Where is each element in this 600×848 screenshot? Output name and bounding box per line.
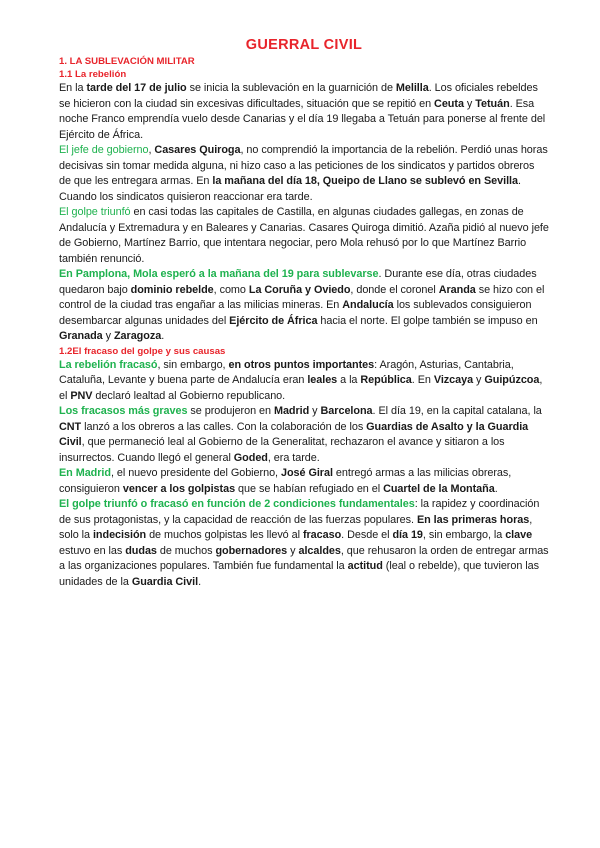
body-text: estuvo en las [59,544,126,557]
emphasis-text: Guardias de Asalto y la Guardia Civil [59,420,529,448]
document-title: GUERRAL CIVIL [245,37,363,53]
emphasis-text: Vizcaya [433,374,474,386]
emphasis-text: Melilla [395,82,429,94]
emphasis-text: Ceuta [434,97,464,110]
paragraph [59,143,549,205]
emphasis-text: día 19 [392,529,423,541]
emphasis-text: Casares Quiroga [154,144,241,156]
section-heading: 1. LA SUBLEVACIÓN MILITAR [59,56,195,67]
emphasis-text: Andalucía [342,299,394,311]
emphasis-text: leales [307,374,338,386]
body-text: , era tarde. [267,451,320,464]
emphasis-text: Granada [59,330,103,342]
body-text: , sin embargo, [157,358,229,371]
body-text: , solo la [59,513,533,541]
body-text: , que rehusaron la orden de entregar armas a las organizaciones populares. También fue fundamental la [59,544,549,572]
emphasis-text: Goded [233,451,268,464]
body-text: . [494,482,498,495]
body-text: , el [59,374,543,402]
paragraph [59,497,549,590]
emphasis-text: Guipúzcoa [484,374,540,386]
body-text: : Aragón, Asturias, Cantabria, Cataluña, Levante y buena parte de Andalucía eran [59,358,514,386]
body-text: . Esa noche Franco emprendía vuelo desde Canarias y el día 19 llegaba a Tetuán para ponerse al frente del Ejército de África. [59,97,546,141]
body-text: que se habían refugiado en el [235,482,384,495]
paragraph [59,466,549,497]
body-text: En la [59,82,87,94]
emphasis-text: Cuartel de la Montaña [383,482,495,495]
body-text: lanzó a los obreros a las calles. Con la colaboración de los [81,420,367,433]
body-text: y [473,374,485,386]
highlight-text: Los fracasos más graves [59,405,188,417]
highlight-text: En Pamplona, Mola esperó a la mañana del 19 para sublevarse [59,268,379,280]
body-text: (leal o rebelde), que tuvieron las unidades de la [59,560,540,588]
body-text: , sin embargo, la [422,529,506,541]
highlight-text: El jefe de gobierno [59,144,149,156]
emphasis-text: en otros puntos importantes [228,358,375,371]
paragraph [59,205,549,267]
emphasis-text: gobernadores [215,544,288,557]
body-text: de muchos [156,544,216,557]
body-text: se hizo con el control de la ciudad tras engañar a las milicias mineras. En [59,283,545,311]
body-text: los sublevados consiguieron desembarcar algunas unidades del [59,299,532,327]
emphasis-text: tarde del 17 de julio [86,82,187,94]
emphasis-text: Tetuán [475,97,510,110]
emphasis-text: En las primeras horas [416,513,530,526]
emphasis-text: vencer a los golpistas [122,482,236,495]
emphasis-text: PNV [70,389,93,402]
body-text: y [309,405,321,417]
emphasis-text: José Giral [280,467,333,479]
emphasis-text: CNT [59,420,82,433]
emphasis-text: Zaragoza [113,330,162,342]
emphasis-text: Madrid [273,405,310,417]
body-text: : la rapidez y coordinación de sus protagonistas, y la capacidad de reacción de las fuerzas populares. [59,498,540,526]
highlight-text: En Madrid [59,467,111,479]
body-text: , como [213,283,249,296]
body-text: en casi todas las capitales de Castilla, en algunas ciudades gallegas, en zonas de Andalucía y Extremadura y en Baleares y Canarias. Casares Quiroga dimitió. Azaña pidió al nuevo jefe de Gobierno, Martínez Barrio, que intentara negociar, pero Mola rehusó por lo que Martínez Barrio también renunció. [59,206,549,265]
body-text: , que permaneció leal al Gobierno de la Generalitat, rechazaron el avance y sitiaron a los insurrectos. Cuando llegó el general [59,436,505,464]
body-text: de muchos golpistas les llevó al [146,529,303,541]
body-text: . En [411,374,434,386]
body-text: , [148,144,155,156]
emphasis-text: Ejército de África [229,314,318,327]
body-text: se produjeron en [187,405,274,417]
body-text: hacia el norte. El golpe también se impuso en [317,314,538,327]
emphasis-text: República [360,374,412,386]
body-text: y [102,330,114,342]
subsection-heading-fracaso: 1.2El fracaso del golpe y sus causas [59,345,226,357]
body-text: , no comprendió la importancia de la rebelión. Perdió unas horas decisivas sin tomar medida alguna, ni hizo caso a las peticiones de los sindicatos y partidos obreros de que les entregara armas. En [59,144,548,187]
body-text: y [287,544,299,557]
emphasis-text: Aranda [438,283,476,296]
highlight-text: El golpe triunfó [59,206,131,218]
body-text: . Durante ese día, otras ciudades quedaron bajo [59,268,537,296]
body-text: . Desde el [341,529,393,541]
emphasis-text: La Coruña y Oviedo [248,283,351,296]
emphasis-text: dudas [125,544,157,557]
body-text: . Cuando los sindicatos quisieron reaccionar era tarde. [59,175,521,203]
document-page [59,36,549,590]
emphasis-text: fracaso [302,529,342,541]
body-text: , donde el coronel [350,283,439,296]
paragraph [59,358,549,405]
body-text: . El día 19, en la capital catalana, la [372,405,542,417]
body-text: entregó armas a las milicias obreras, consiguieron [59,467,512,495]
paragraph [59,404,549,466]
paragraph [59,81,549,143]
highlight-text: El golpe triunfó o fracasó en función de 2 condiciones fundamentales [59,498,415,510]
body-text: se inicia la sublevación en la guarnición de [186,82,396,94]
body-text: . [198,575,202,588]
highlight-text: La rebelión fracasó [59,358,158,371]
body-text: declaró lealtad al Gobierno republicano. [92,389,286,402]
emphasis-text: clave [505,529,533,541]
emphasis-text: indecisión [92,529,147,541]
body-text: y [463,97,476,110]
body-text: . [161,330,165,342]
subsection-heading-rebelion: 1.1 La rebelión [59,69,127,80]
body-text: . Los oficiales rebeldes se hicieron con la ciudad sin excesivas dificultades, situación que se repitió en [59,82,538,110]
paragraph [59,267,549,345]
body-text: , el nuevo presidente del Gobierno, [110,467,281,479]
emphasis-text: Guardia Civil [131,575,199,588]
emphasis-text: alcaldes [298,544,341,557]
emphasis-text: dominio rebelde [130,283,214,296]
body-text: a la [337,374,361,386]
emphasis-text: la mañana del día 18, Queipo de Llano se sublevó en Sevilla [212,175,518,187]
emphasis-text: Barcelona [320,405,373,417]
emphasis-text: actitud [347,560,383,572]
